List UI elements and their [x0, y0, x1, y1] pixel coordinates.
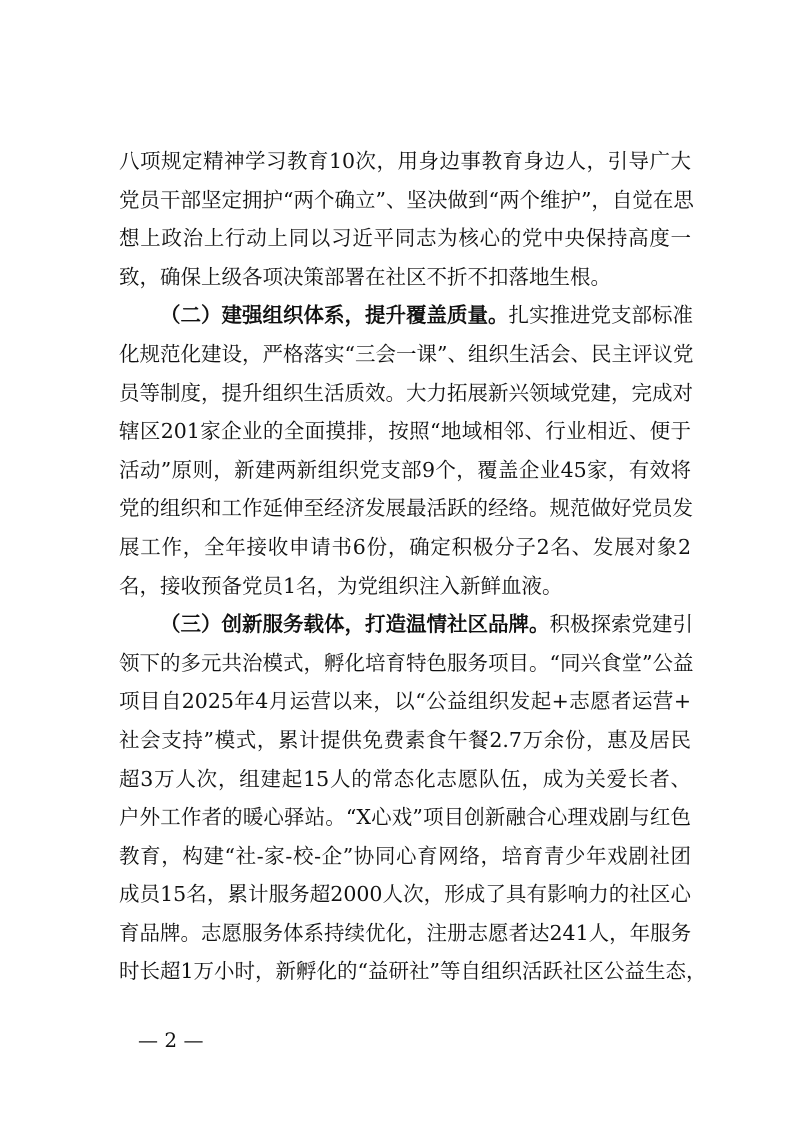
paragraph-continuation	[119, 142, 694, 296]
document-body	[119, 142, 707, 991]
text-line: 员等制度，提升组织生活质效。大力拓展新兴领域党建，完成对	[119, 380, 693, 405]
text-line: 化规范化建设，严格落实“三会一课”、组织生活会、民主评议党	[119, 341, 694, 366]
text-line: 致，确保上级各项决策部署在社区不折不扣落地生根。	[119, 264, 611, 289]
section-heading: （二）建强组织体系，提升覆盖质量。	[160, 303, 509, 328]
text-line: 社会支持”模式，累计提供免费素食午餐2.7万余份，惠及居民	[119, 727, 691, 752]
paragraph-service-carrier	[119, 605, 707, 991]
text-run: 积极探索党建引	[549, 612, 693, 637]
text-line: 活动”原则，新建两新组织党支部9个，覆盖企业45家，有效将	[119, 457, 691, 482]
text-line: 户外工作者的暖心驿站。“X心戏”项目创新融合心理戏剧与红色	[119, 805, 691, 830]
page-number: — 2 —	[138, 1028, 204, 1052]
text-line: 想上政治上行动上同以习近平同志为核心的党中央保持高度一	[119, 226, 691, 251]
text-line: 八项规定精神学习教育10次，用身边事教育身边人，引导广大	[119, 149, 691, 173]
text-line: 名，接收预备党员1名，为党组织注入新鲜血液。	[119, 573, 563, 598]
paragraph-organization-system	[119, 296, 694, 605]
text-line: 教育，构建“社-家-校-企”协同心育网络，培育青少年戏剧社团	[119, 843, 691, 868]
text-line: 成员15名，累计服务超2000人次，形成了具有影响力的社区心	[119, 882, 691, 907]
text-line: 时长超1万小时，新孵化的“益研社”等自组织活跃社区公益生态，	[119, 959, 707, 984]
text-run: 扎实推进党支部标准	[508, 303, 693, 328]
text-line: 展工作，全年接收申请书6份，确定积极分子2名、发展对象2	[119, 534, 691, 559]
text-line	[119, 296, 691, 335]
text-line: 项目自2025年4月运营以来，以“公益组织发起+志愿者运营+	[119, 689, 691, 714]
text-line: 辖区201家企业的全面摸排，按照“地域相邻、行业相近、便于	[119, 419, 691, 444]
text-line: 党的组织和工作延伸至经济发展最活跃的经络。规范做好党员发	[119, 496, 693, 521]
text-line: 党员干部坚定拥护“两个确立”、坚决做到“两个维护”，自觉在思	[119, 187, 694, 212]
text-line: 领下的多元共治模式，孵化培育特色服务项目。“同兴食堂”公益	[119, 650, 694, 675]
text-line: 育品牌。志愿服务体系持续优化，注册志愿者达241人，年服务	[119, 920, 692, 945]
text-line: 超3万人次，组建起15人的常态化志愿队伍，成为关爱长者、	[119, 766, 691, 791]
section-heading: （三）创新服务载体，打造温情社区品牌。	[160, 612, 550, 637]
text-line	[119, 605, 691, 644]
